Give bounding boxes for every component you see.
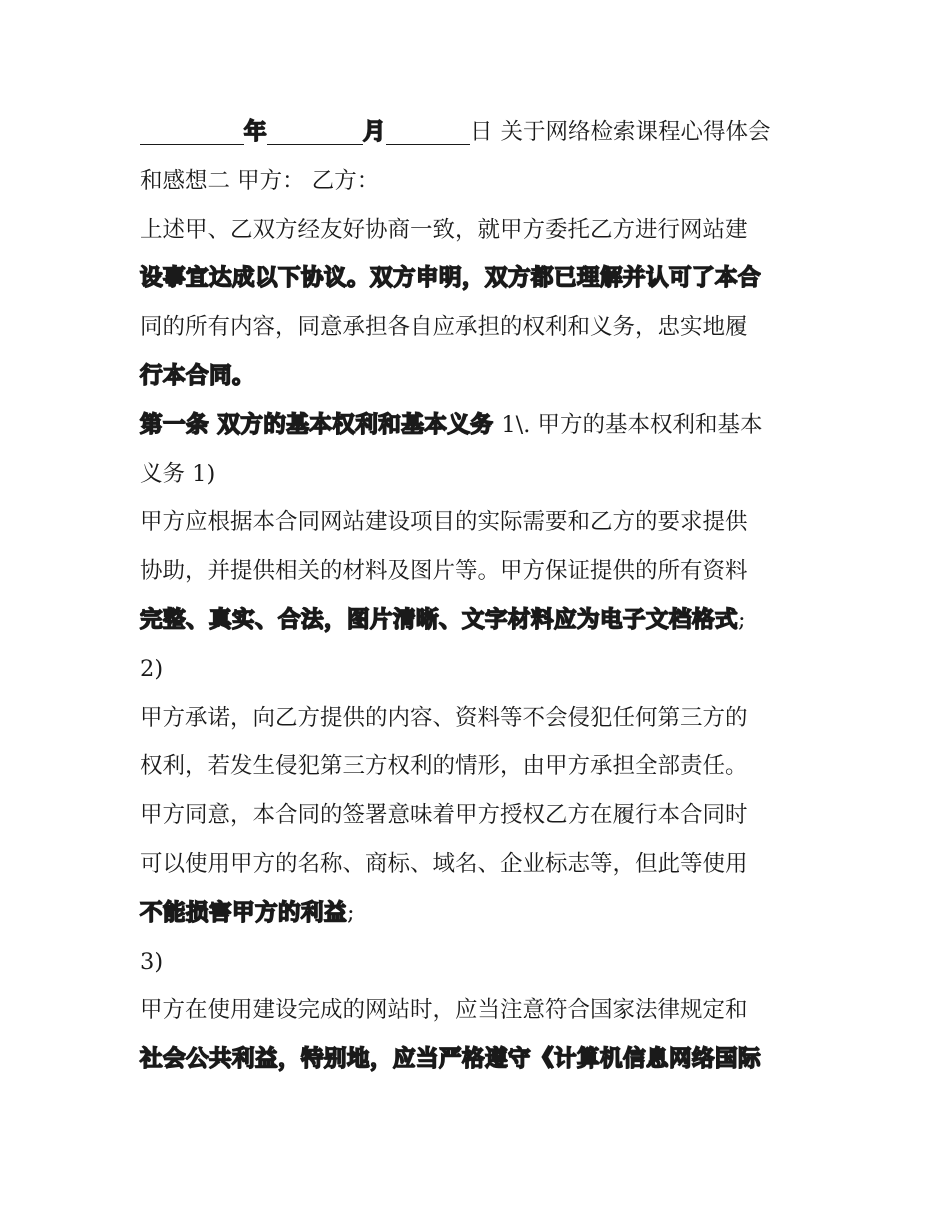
month-label: 月 — [363, 119, 387, 145]
article-heading-line — [140, 401, 820, 450]
text-line: 协助，并提供相关的材料及图片等。甲方保证提供的所有资料 — [140, 558, 748, 585]
text-line: 设事宜达成以下协议。双方申明，双方都已理解并认可了本合 — [140, 265, 762, 292]
text-line: 权利，若发生侵犯第三方权利的情形，由甲方承担全部责任。 — [140, 753, 748, 780]
day-blank — [386, 118, 470, 145]
day-label: 日 — [470, 119, 493, 145]
year-blank — [140, 118, 244, 145]
text-line: 3) — [140, 948, 164, 975]
text-line: 2) — [140, 655, 164, 682]
date-title-line — [140, 108, 820, 157]
text-line: 行本合同。 — [140, 362, 256, 389]
text-line: 可以使用甲方的名称、商标、域名、企业标志等，但此等使用 — [140, 850, 748, 877]
text-line: 社会公共利益，特别地，应当严格遵守《计算机信息网络国际 — [140, 1046, 762, 1073]
text-line: 甲方承诺，向乙方提供的内容、资料等不会侵犯任何第三方的 — [140, 704, 748, 731]
document-body — [140, 108, 820, 1084]
text-line: 甲方应根据本合同网站建设项目的实际需要和乙方的要求提供 — [140, 509, 748, 536]
text-line: 和感想二 甲方： 乙方： — [140, 167, 380, 194]
text-line: 不能损害甲方的利益 ; — [140, 899, 355, 926]
article-heading: 第一条 双方的基本权利和基本义务 — [140, 411, 494, 438]
text-line: 上述甲、乙双方经友好协商一致，就甲方委托乙方进行网站建 — [140, 216, 748, 243]
month-blank — [267, 118, 363, 145]
text-line: 甲方同意，本合同的签署意味着甲方授权乙方在履行本合同时 — [140, 802, 748, 829]
text-line: 同的所有内容，同意承担各自应承担的权利和义务，忠实地履 — [140, 314, 748, 341]
title-text: 关于网络检索课程心得体会 — [500, 119, 771, 145]
article-subheading: 1\. 甲方的基本权利和基本 — [501, 411, 763, 438]
text-line: 甲方在使用建设完成的网站时，应当注意符合国家法律规定和 — [140, 997, 748, 1024]
text-line: 完整、真实、合法，图片清晰、文字材料应为电子文档格式 ; — [140, 606, 746, 633]
text-line: 义务 1) — [140, 460, 216, 487]
year-label: 年 — [244, 119, 268, 145]
